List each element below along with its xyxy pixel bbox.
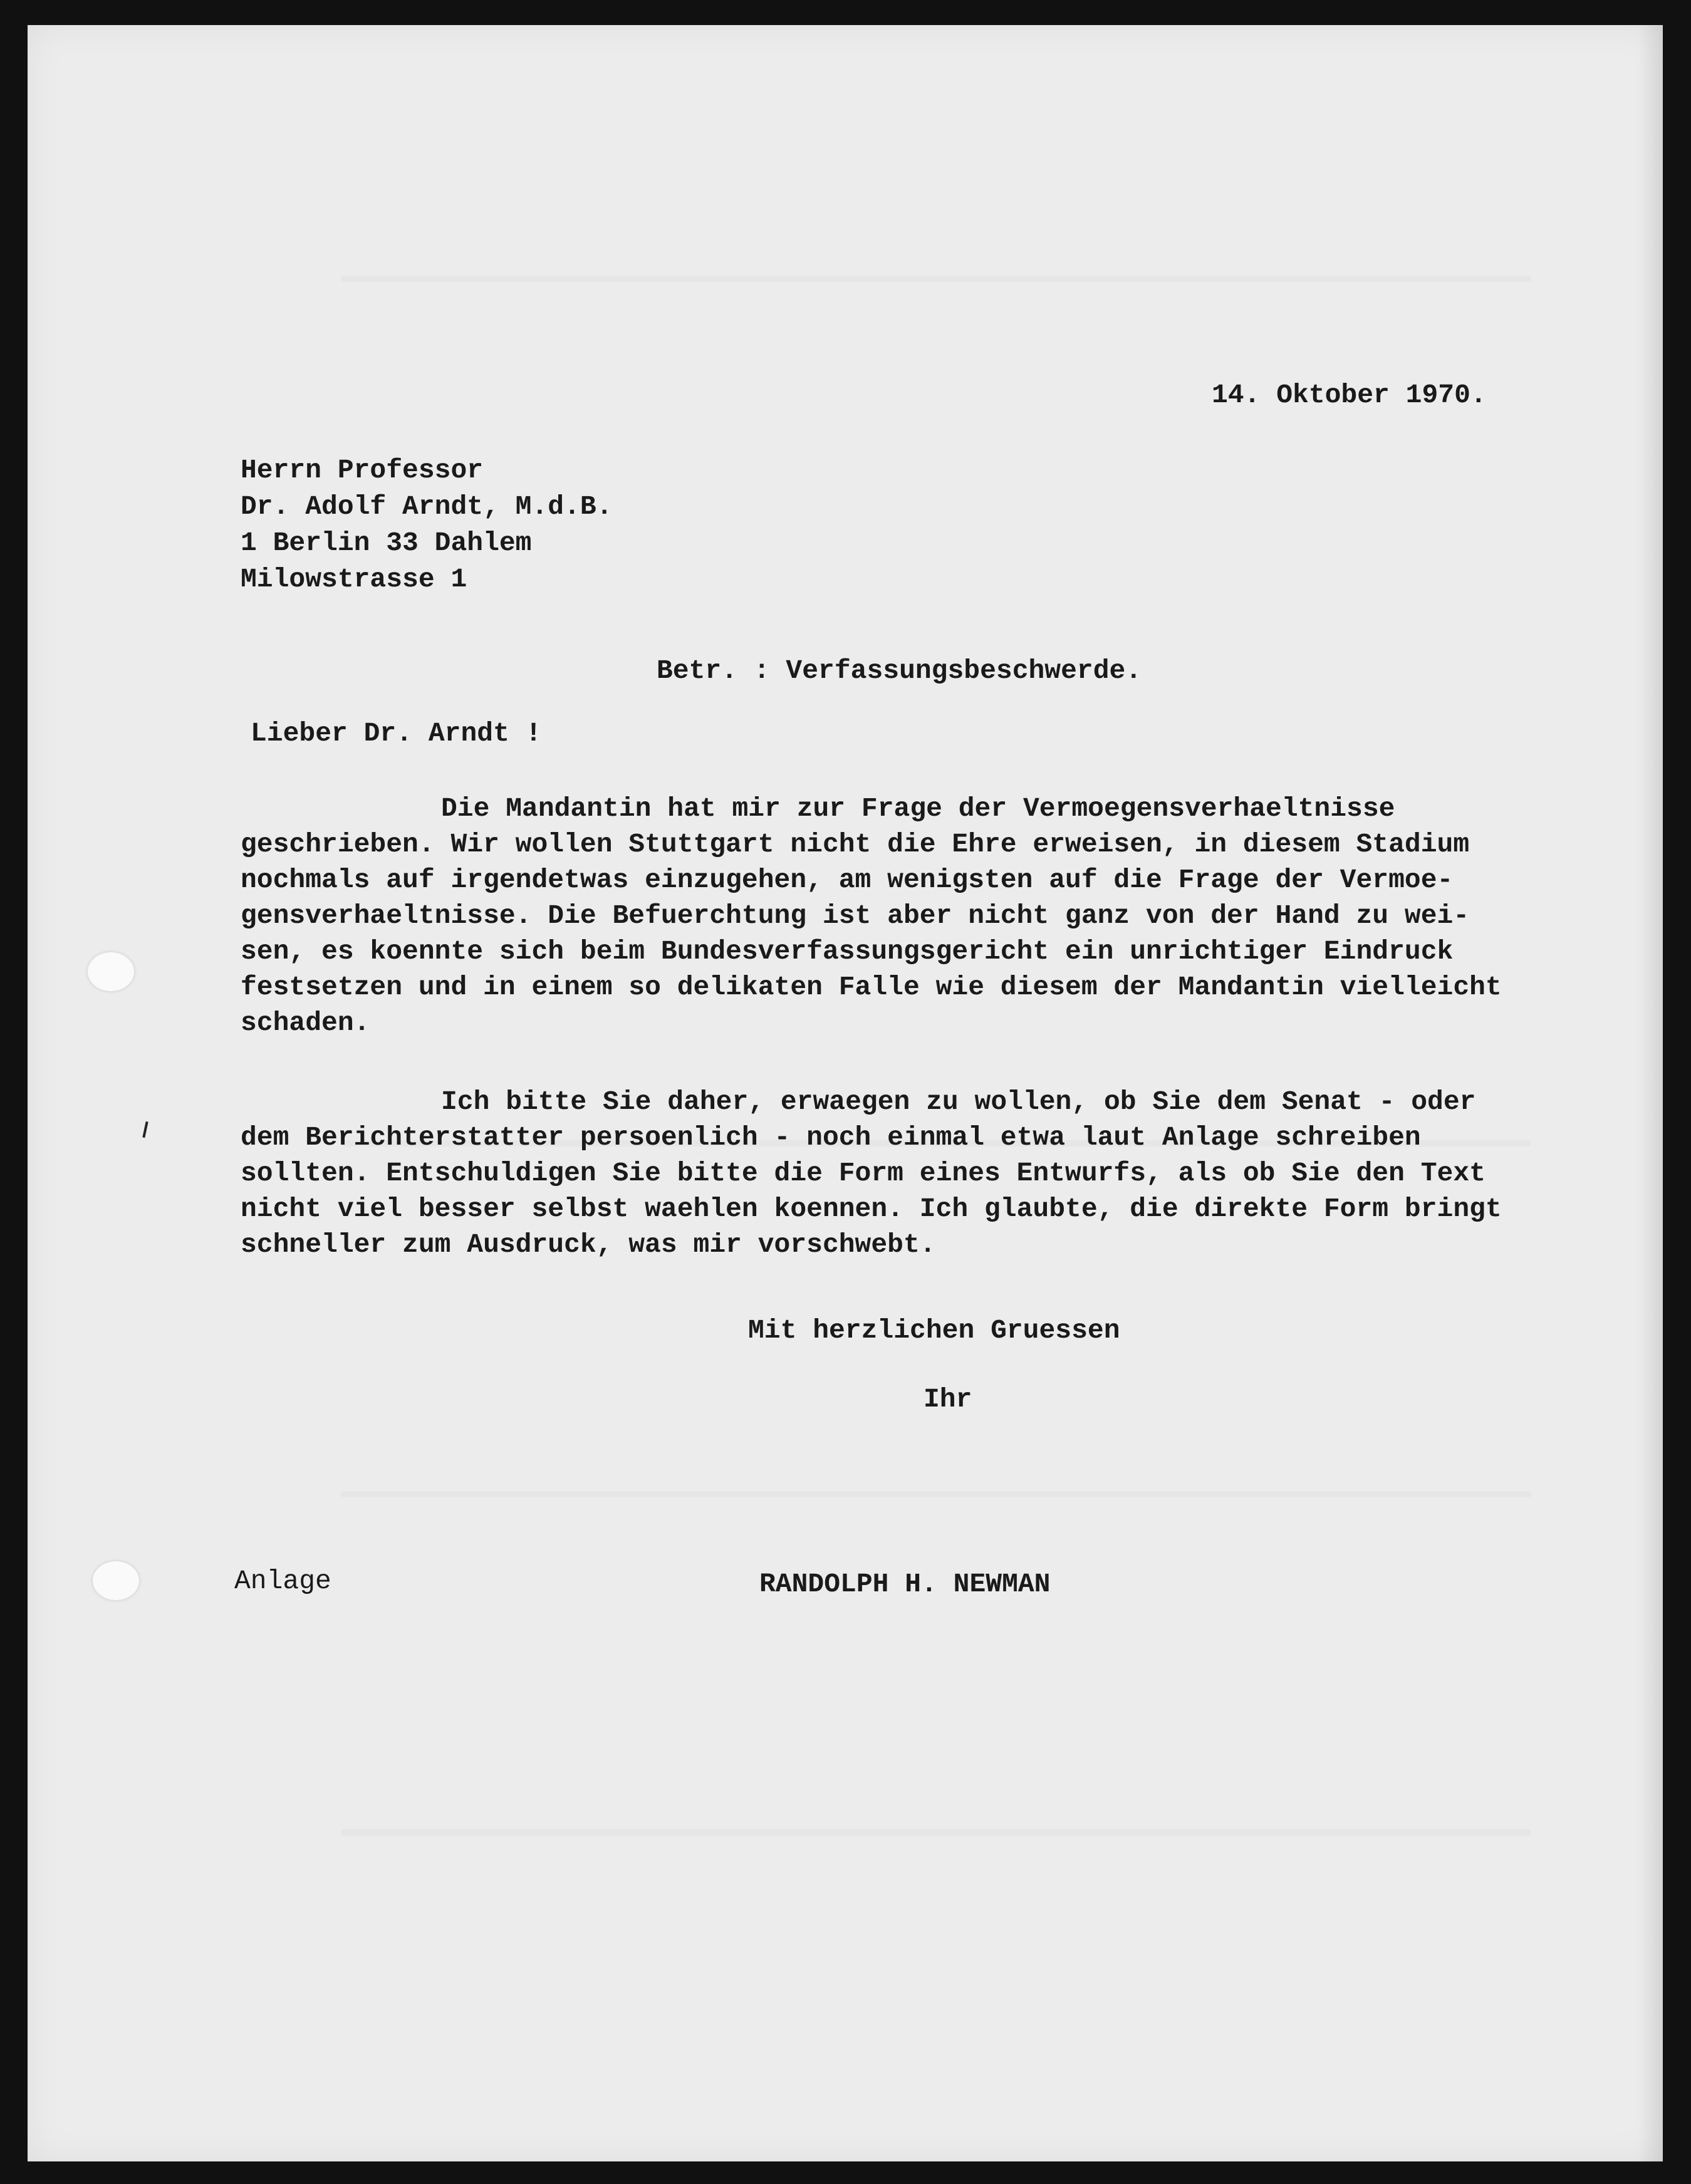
body-paragraph-1 [241, 791, 1569, 1041]
closing-word: Ihr [924, 1384, 972, 1415]
subject-line: Betr. : Verfassungsbeschwerde. [657, 655, 1142, 686]
paragraph-line: nochmals auf irgendetwas einzugehen, am wenigsten auf die Frage der Vermoe- [241, 865, 1454, 895]
recipient-line: 1 Berlin 33 Dahlem [241, 528, 532, 558]
letter-date: 14. Oktober 1970. [1212, 380, 1487, 410]
recipient-address [241, 452, 613, 598]
recipient-line: Milowstrasse 1 [241, 564, 467, 595]
bleed-through-mark [341, 1491, 1531, 1497]
paragraph-line: sen, es koennte sich beim Bundesverfassungsgericht ein unrichtiger Eindruck [241, 936, 1454, 967]
paragraph-line: schaden. [241, 1007, 370, 1038]
paragraph-line: dem Berichterstatter persoenlich - noch einmal etwa laut Anlage schreiben [241, 1122, 1421, 1153]
paragraph-line: geschrieben. Wir wollen Stuttgart nicht die Ehre erweisen, in diesem Stadium [241, 829, 1470, 860]
margin-pencil-mark [142, 1121, 148, 1138]
paragraph-line: sollten. Entschuldigen Sie bitte die Form eines Entwurfs, als ob Sie den Text [241, 1158, 1485, 1188]
paragraph-line: nicht viel besser selbst waehlen koennen. Ich glaubte, die direkte Form bringt [241, 1193, 1502, 1224]
recipient-line: Dr. Adolf Arndt, M.d.B. [241, 491, 613, 522]
paragraph-line: schneller zum Ausdruck, was mir vorschwebt. [241, 1229, 936, 1260]
letter-page [28, 25, 1663, 2161]
body-paragraph-2 [241, 1084, 1569, 1262]
punch-hole [88, 952, 134, 991]
paragraph-line: Ich bitte Sie daher, erwaegen zu wollen, ob Sie dem Senat - oder [441, 1086, 1476, 1117]
scan-edge-shadow [1638, 25, 1663, 2161]
bleed-through-mark [341, 1829, 1531, 1836]
paragraph-line: gensverhaeltnisse. Die Befuerchtung ist aber nicht ganz von der Hand zu wei- [241, 900, 1470, 931]
paragraph-line: Die Mandantin hat mir zur Frage der Vermoegensverhaeltnisse [441, 793, 1395, 824]
closing-phrase: Mit herzlichen Gruessen [748, 1315, 1120, 1346]
salutation: Lieber Dr. Arndt ! [251, 718, 542, 749]
recipient-line: Herrn Professor [241, 455, 484, 486]
paragraph-line: festsetzen und in einem so delikaten Falle wie diesem der Mandantin vielleicht [241, 972, 1502, 1002]
enclosure-note: Anlage [234, 1566, 331, 1596]
bleed-through-mark [341, 276, 1531, 282]
punch-hole [93, 1561, 139, 1600]
signature-name: RANDOLPH H. NEWMAN [759, 1569, 1051, 1599]
